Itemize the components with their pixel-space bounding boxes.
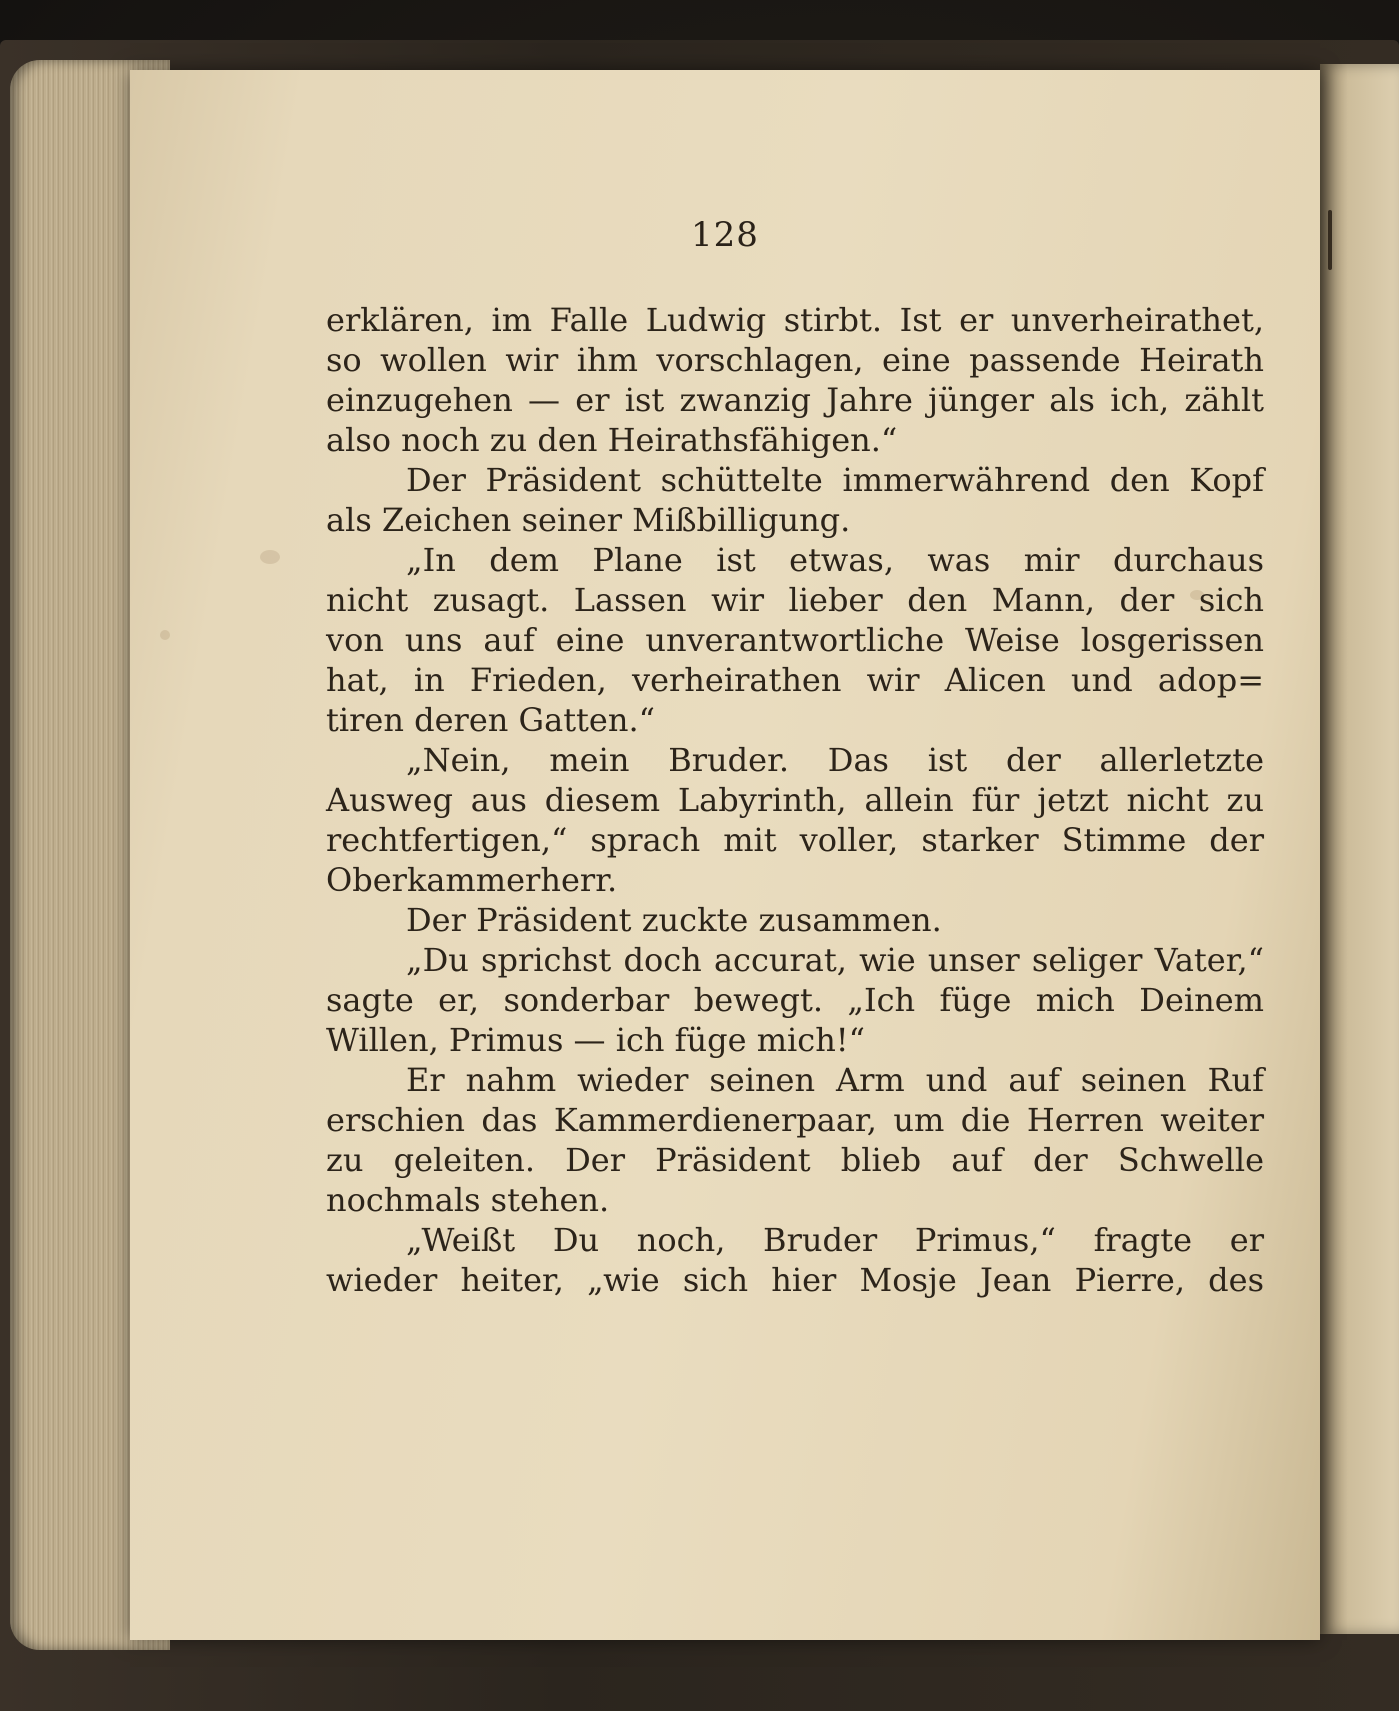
text-line: so wollen wir ihm vorschlagen, eine passende Heirath <box>326 341 1264 379</box>
text-line: Oberkammerherr. <box>326 861 618 899</box>
text-line: „Du sprichst doch accurat, wie unser seliger Vater,“ <box>406 941 1264 979</box>
text-line: zu geleiten. Der Präsident blieb auf der Schwelle <box>326 1141 1264 1179</box>
gutter-mark <box>1328 210 1332 270</box>
text-line: Der Präsident schüttelte immerwährend den Kopf <box>406 461 1264 499</box>
text-line: Er nahm wieder seinen Arm und auf seinen Ruf <box>406 1061 1264 1099</box>
text-line: tiren deren Gatten.“ <box>326 701 655 739</box>
paper-stain <box>160 630 170 640</box>
paper-stain <box>260 550 280 564</box>
text-line: „Nein, mein Bruder. Das ist der allerletzte <box>406 741 1264 779</box>
page-number: 128 <box>691 215 759 255</box>
text-line: „In dem Plane ist etwas, was mir durchaus <box>406 541 1264 579</box>
text-line: sagte er, sonderbar bewegt. „Ich füge mich Deinem <box>326 981 1264 1019</box>
text-line: Der Präsident zuckte zusammen. <box>406 901 942 939</box>
text-line: also noch zu den Heirathsfähigen.“ <box>326 421 898 459</box>
text-line: Ausweg aus diesem Labyrinth, allein für jetzt nicht zu <box>326 781 1264 819</box>
book-page <box>130 70 1320 1640</box>
body-text <box>326 300 1264 1300</box>
text-line: erschien das Kammerdienerpaar, um die Herren weiter <box>326 1101 1264 1139</box>
facing-page-edge <box>1320 64 1399 1634</box>
text-line: rechtfertigen,“ sprach mit voller, starker Stimme der <box>326 821 1264 859</box>
text-line: nicht zusagt. Lassen wir lieber den Mann, der sich <box>326 581 1264 619</box>
text-line: erklären, im Falle Ludwig stirbt. Ist er unverheirathet, <box>326 301 1264 339</box>
text-line: wieder heiter, „wie sich hier Mosje Jean Pierre, des <box>326 1261 1264 1299</box>
text-line: nochmals stehen. <box>326 1181 610 1219</box>
text-line: von uns auf eine unverantwortliche Weise losgerissen <box>326 621 1264 659</box>
text-line: als Zeichen seiner Mißbilligung. <box>326 501 851 539</box>
text-line: Willen, Primus — ich füge mich!“ <box>326 1021 866 1059</box>
text-line: „Weißt Du noch, Bruder Primus,“ fragte er <box>406 1221 1264 1259</box>
text-line: einzugehen — er ist zwanzig Jahre jünger als ich, zählt <box>326 381 1264 419</box>
text-line: hat, in Frieden, verheirathen wir Alicen und adop= <box>326 661 1264 699</box>
